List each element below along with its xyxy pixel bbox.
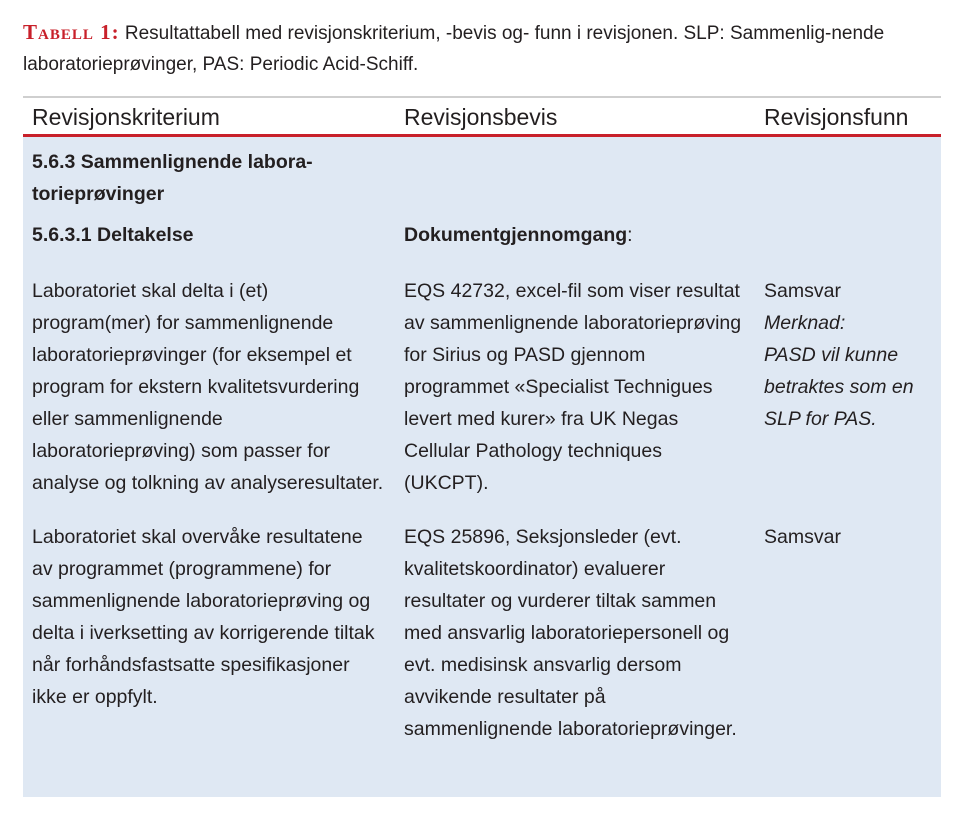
evidence-heading-colon: : [627,224,633,246]
table-header [23,98,941,137]
evidence-cell: EQS 42732, excel-fil som viser resultat av sammenlignende laboratorieprøving for Sirius og PASD gjennom programmet «Specialist Technigues levert med kurer» fra UK Negas Cellular Pathology techniques (UKCPT). [404,280,742,494]
table-caption [23,17,943,80]
table-row [23,499,941,745]
note-text: PASD vil kunne betraktes som en SLP for PAS. [764,344,914,430]
finding-status: Samsvar [764,280,841,302]
header-finding: Revisjonsfunn [764,103,909,130]
evidence-heading-text: Dokumentgjennomgang [404,224,628,246]
header-criterion: Revisjonskriterium [32,103,220,130]
section-row [23,137,941,210]
section-heading: 5.6.3 Sammenlignende labora-torieprøvinger [32,151,313,205]
table-body [23,137,941,797]
table-row [23,251,941,499]
note-label: Merknad: [764,312,846,334]
finding-cell [755,275,941,499]
subsection-row [23,210,941,251]
finding-status: Samsvar [764,526,841,548]
evidence-cell: EQS 25896, Seksjonsleder (evt. kvalitetskoordinator) evaluerer resultater og vurderer tiltak sammen med ansvarlig laboratoriepersonell og evt. medisinsk ansvarlig dersom avvikende resultater på sammenlignende laboratorieprøvinger. [404,526,737,740]
evidence-heading [395,219,755,251]
criterion-cell: Laboratoriet skal overvåke resultatene av programmet (programmene) for sammenlignende laboratorieprøving og delta i iverksetting av korrigerende tiltak når forhåndsfastsatte spesifikasjoner ikke er oppfylt. [32,526,375,708]
criterion-cell: Laboratoriet skal delta i (et) program(mer) for sammenlignende laboratorieprøvinger (for eksempel et program for ekstern kvalitetsvurdering eller sammenlignende laboratorieprøving) som passer for analyse og tolkning av analyseresultater. [32,280,384,494]
subsection-heading: 5.6.3.1 Deltakelse [32,224,194,246]
results-table [23,96,941,797]
caption-text: Resultattabell med revisjonskriterium, -bevis og- funn i revisjonen. SLP: Sammenlig-nende laboratorieprøvinger, PAS: Periodic Acid-Schiff. [23,23,885,75]
header-evidence: Revisjonsbevis [404,103,558,130]
caption-label: Tabell 1: [23,20,120,44]
finding-cell [755,521,941,745]
